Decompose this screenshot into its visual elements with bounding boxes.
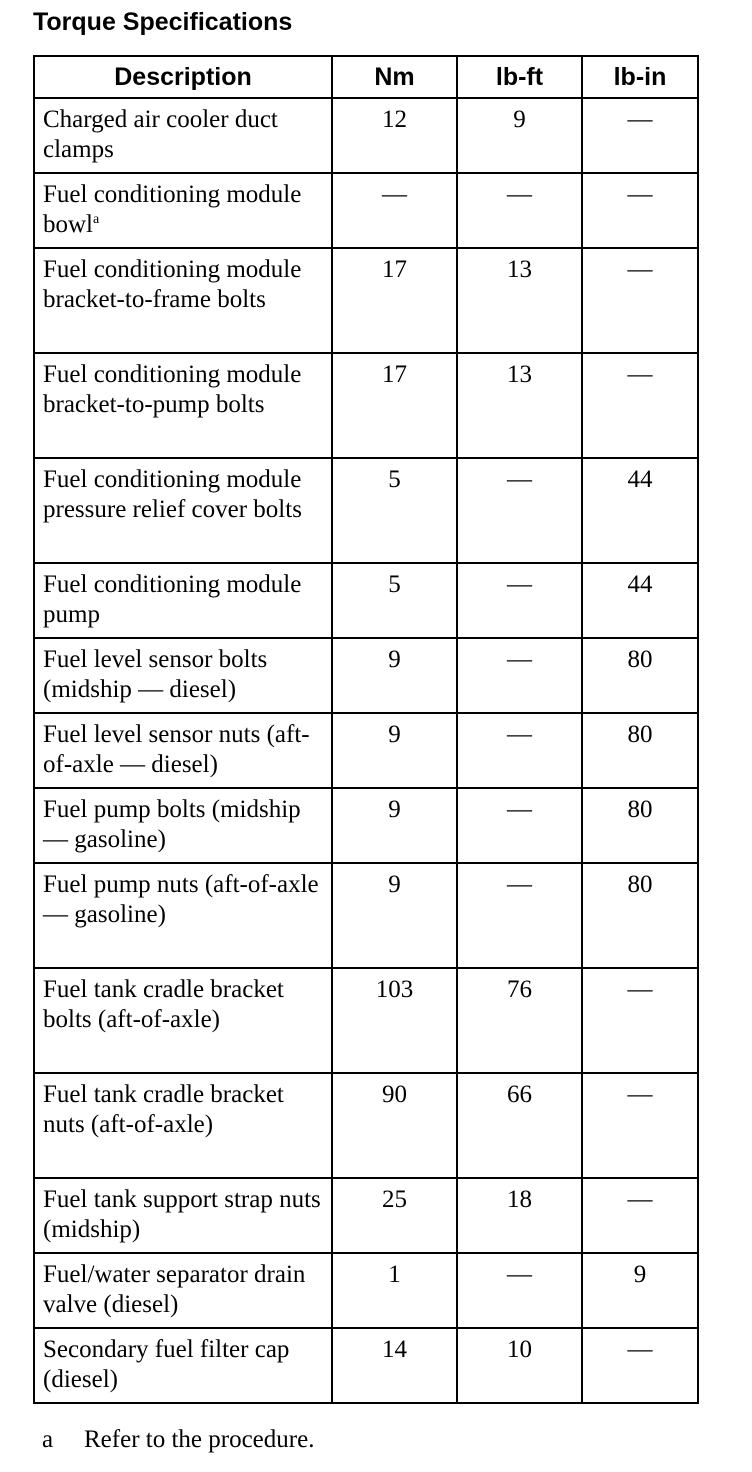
- lb-in-cell: 44: [582, 563, 698, 638]
- table-row: [34, 1178, 698, 1253]
- description-cell: Fuel conditioning module bracket-to-pump bolts: [34, 353, 332, 458]
- description-cell: Charged air cooler duct clamps: [34, 98, 332, 173]
- nm-cell: —: [332, 173, 457, 248]
- table-row: [34, 98, 698, 173]
- table-row: [34, 353, 698, 458]
- nm-cell: 103: [332, 968, 457, 1073]
- lb-ft-cell: 66: [457, 1073, 582, 1178]
- description-cell: Fuel level sensor bolts (midship — diesel): [34, 638, 332, 713]
- table-row: [34, 863, 698, 968]
- nm-cell: 17: [332, 353, 457, 458]
- lb-ft-cell: 10: [457, 1328, 582, 1403]
- nm-cell: 25: [332, 1178, 457, 1253]
- lb-ft-cell: —: [457, 788, 582, 863]
- nm-cell: 9: [332, 638, 457, 713]
- lb-ft-cell: —: [457, 173, 582, 248]
- description-cell: Fuel pump bolts (midship — gasoline): [34, 788, 332, 863]
- description-cell: Secondary fuel filter cap (diesel): [34, 1328, 332, 1403]
- nm-cell: 90: [332, 1073, 457, 1178]
- description-cell: Fuel tank cradle bracket nuts (aft-of-axle): [34, 1073, 332, 1178]
- table-header-row: [34, 56, 698, 98]
- lb-in-cell: —: [582, 98, 698, 173]
- lb-ft-cell: —: [457, 713, 582, 788]
- lb-in-cell: 44: [582, 458, 698, 563]
- nm-cell: 5: [332, 458, 457, 563]
- lb-ft-cell: 13: [457, 353, 582, 458]
- lb-ft-cell: 18: [457, 1178, 582, 1253]
- torque-spec-table: [33, 55, 699, 1404]
- nm-cell: 5: [332, 563, 457, 638]
- lb-in-cell: 80: [582, 713, 698, 788]
- lb-in-cell: —: [582, 248, 698, 353]
- description-cell: Fuel conditioning module bowl$^a$: [34, 173, 332, 248]
- page-title: Torque Specifications: [33, 8, 293, 36]
- description-cell: Fuel tank cradle bracket bolts (aft-of-axle): [34, 968, 332, 1073]
- column-header-nm: Nm: [332, 56, 457, 98]
- lb-ft-cell: —: [457, 458, 582, 563]
- table-row: [34, 713, 698, 788]
- nm-cell: 17: [332, 248, 457, 353]
- table-row: [34, 1073, 698, 1178]
- lb-ft-cell: —: [457, 563, 582, 638]
- footnote-text: Refer to the procedure.: [84, 1426, 315, 1453]
- nm-cell: 1: [332, 1253, 457, 1328]
- lb-in-cell: 9: [582, 1253, 698, 1328]
- lb-in-cell: 80: [582, 863, 698, 968]
- nm-cell: 9: [332, 788, 457, 863]
- lb-in-cell: —: [582, 173, 698, 248]
- lb-ft-cell: 13: [457, 248, 582, 353]
- column-header-lb-in: lb-in: [582, 56, 698, 98]
- table-row: [34, 788, 698, 863]
- description-cell: Fuel conditioning module pressure relief cover bolts: [34, 458, 332, 563]
- description-cell: Fuel conditioning module bracket-to-frame bolts: [34, 248, 332, 353]
- description-cell: Fuel tank support strap nuts (midship): [34, 1178, 332, 1253]
- footnote: [42, 1426, 314, 1454]
- description-cell: Fuel conditioning module pump: [34, 563, 332, 638]
- table-row: [34, 563, 698, 638]
- lb-ft-cell: 9: [457, 98, 582, 173]
- lb-ft-cell: —: [457, 1253, 582, 1328]
- nm-cell: 9: [332, 863, 457, 968]
- nm-cell: 9: [332, 713, 457, 788]
- lb-ft-cell: —: [457, 638, 582, 713]
- footnote-mark: a: [42, 1426, 54, 1453]
- column-header-lb-ft: lb-ft: [457, 56, 582, 98]
- description-cell: Fuel pump nuts (aft-of-axle — gasoline): [34, 863, 332, 968]
- lb-ft-cell: —: [457, 863, 582, 968]
- table-row: [34, 1328, 698, 1403]
- description-cell: Fuel level sensor nuts (aft-of-axle — diesel): [34, 713, 332, 788]
- table-row: [34, 173, 698, 248]
- table-row: [34, 1253, 698, 1328]
- column-header-description: Description: [34, 56, 332, 98]
- lb-ft-cell: 76: [457, 968, 582, 1073]
- lb-in-cell: 80: [582, 638, 698, 713]
- table-row: [34, 968, 698, 1073]
- lb-in-cell: —: [582, 353, 698, 458]
- table-row: [34, 248, 698, 353]
- lb-in-cell: —: [582, 1073, 698, 1178]
- table-row: [34, 458, 698, 563]
- lb-in-cell: —: [582, 1328, 698, 1403]
- lb-in-cell: —: [582, 968, 698, 1073]
- lb-in-cell: —: [582, 1178, 698, 1253]
- description-cell: Fuel/water separator drain valve (diesel): [34, 1253, 332, 1328]
- table-row: [34, 638, 698, 713]
- footnote-reference: a: [93, 211, 100, 227]
- lb-in-cell: 80: [582, 788, 698, 863]
- nm-cell: 12: [332, 98, 457, 173]
- nm-cell: 14: [332, 1328, 457, 1403]
